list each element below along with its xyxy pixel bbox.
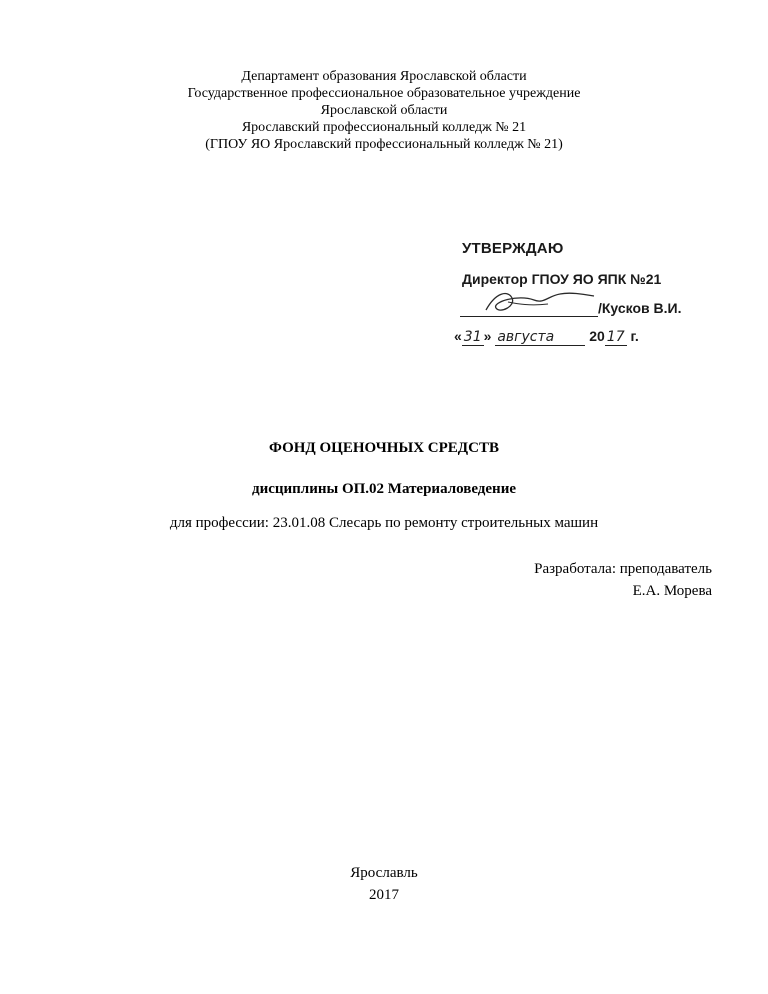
header-line-department: Департамент образования Ярославской области (241, 69, 527, 84)
footer-city: Ярославль (350, 865, 418, 881)
header-line-college-abbr: (ГПОУ ЯО Ярославский профессиональный колледж № 21) (205, 137, 563, 152)
date-year-unit: г. (630, 328, 639, 344)
document-subject: дисциплины ОП.02 Материаловедение (251, 481, 517, 497)
date-close-quote: » (483, 328, 492, 344)
date-year-suffix: 17 (606, 329, 625, 345)
approval-director-name: /Кусков В.И. (598, 300, 682, 316)
approval-director: Директор ГПОУ ЯО ЯПК №21 (462, 271, 662, 287)
approval-date (454, 328, 639, 346)
footer-block (0, 862, 768, 906)
date-day: 31 (463, 329, 482, 345)
signature-image (478, 284, 598, 324)
approval-stamp (450, 232, 720, 362)
document-profession: для профессии: 23.01.08 Слесарь по ремонту строительных машин (169, 515, 599, 531)
header-line-college: Ярославский профессиональный колледж № 21 (241, 120, 527, 135)
date-month: августа (495, 329, 585, 346)
author-block (534, 558, 712, 602)
document-title: ФОНД ОЦЕНОЧНЫХ СРЕДСТВ (269, 440, 499, 456)
footer-year: 2017 (369, 887, 399, 903)
date-year-prefix: 20 (589, 328, 605, 344)
organization-header (0, 68, 768, 153)
author-name: Е.А. Морева (632, 583, 712, 599)
header-line-region: Ярославской области (320, 103, 448, 118)
signature-line (460, 316, 598, 317)
approval-title: УТВЕРЖДАЮ (462, 240, 564, 257)
header-line-institution-type: Государственное профессиональное образовательное учреждение (187, 86, 581, 101)
author-role: Разработала: преподаватель (534, 561, 712, 577)
date-open-quote: « (454, 328, 462, 344)
